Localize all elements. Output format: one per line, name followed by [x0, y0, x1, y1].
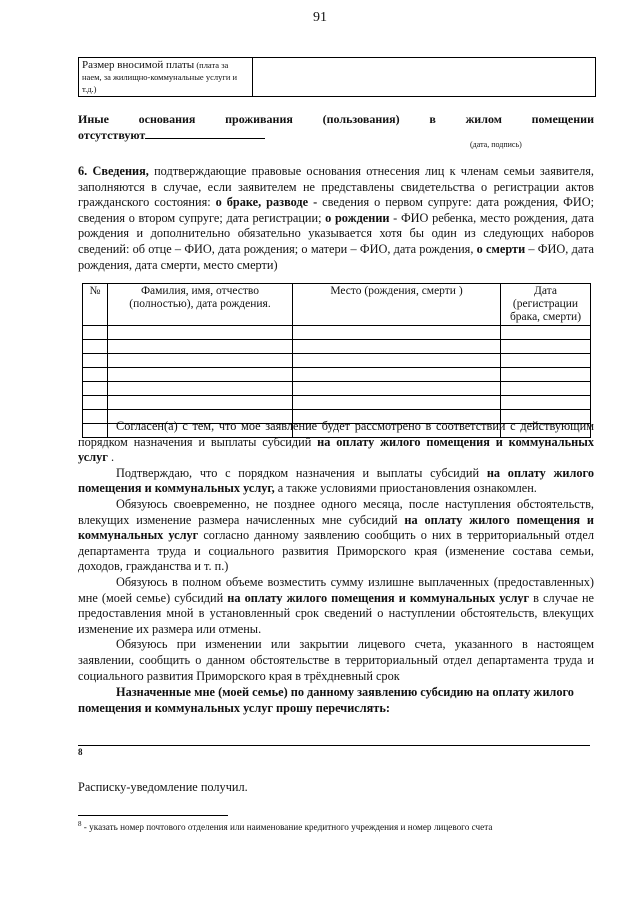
text: Согласен(а) с тем, что мое заявление будет рассмотрено в соответствии с действующим порядком назначения и выплаты субсидий: [78, 419, 594, 449]
text: – ФИО, дата рождения, дата смерти, место смерти): [78, 241, 594, 272]
table-cell[interactable]: [108, 368, 293, 382]
obligation-paragraph: [78, 575, 594, 637]
other-grounds-word: Иные: [78, 112, 109, 126]
payment-details-line[interactable]: [78, 745, 590, 746]
table-cell[interactable]: [293, 368, 501, 382]
fee-box-label-small: (плата за наем, за жилищно-коммунальные услуги и т.д.): [82, 60, 238, 94]
footnote-rule: [78, 815, 228, 816]
other-grounds-line1: [78, 112, 594, 127]
table-cell[interactable]: [293, 382, 501, 396]
table-cell[interactable]: [83, 382, 108, 396]
text: - ФИО ребенка, место рождения, дата рождения и дополнительно обязательно указывается хотя бы один из следующих наборов сведений: об отце – ФИО, дата рождения; о матери – ФИО, дата рождения,: [78, 210, 594, 256]
col-place: Место (рождения, смерти ): [293, 284, 501, 326]
text: Обязуюсь при изменении или закрытии лицевого счета, указанного в настоящем заявлении, сообщить о данном обстоятельстве в территориальный отдел департамента труда и социального развития Приморского края в трёхдневный срок: [78, 637, 594, 683]
text: Подтверждаю, что с порядком назначения и выплаты субсидий: [116, 465, 487, 480]
other-grounds-word: проживания: [225, 112, 293, 126]
table-cell[interactable]: [83, 396, 108, 410]
table-row: [83, 354, 591, 368]
table-cell[interactable]: [293, 396, 501, 410]
text: подтверждающие правовые основания отнесения лиц к членам семьи заявителя, заполняются в случае, если заявителем не представлены свидетельства о регистрации актов гражданского состояния:: [78, 164, 594, 210]
other-grounds-word: в: [429, 112, 436, 126]
text: сведения о первом супруге: дата рождения, ФИО; сведения о втором супруге; дата регистрации;: [78, 195, 594, 225]
bold-text: о смерти: [476, 241, 526, 256]
footnote-text: - указать номер почтового отделения или наименование кредитного учреждения и номер лицевого счета: [81, 822, 493, 833]
fee-box-label-main: Размер вносимой платы: [82, 59, 195, 71]
table-cell[interactable]: [108, 382, 293, 396]
other-grounds: [78, 112, 594, 143]
text: в случае не предоставления мной в установленный срок сведений о наступлении обстоятельств, влекущих изменение их размера или отмены.: [78, 590, 594, 636]
family-table: [82, 283, 591, 438]
table-row: [83, 382, 591, 396]
other-grounds-absent: отсутствуют: [78, 128, 146, 142]
footnote-reference: 8: [78, 747, 83, 757]
obligation-paragraph: [78, 497, 594, 575]
signature-line[interactable]: [145, 128, 265, 139]
text: а также условиями приостановления ознакомлен.: [274, 481, 537, 496]
section-6-text: [78, 164, 594, 273]
table-cell[interactable]: [293, 354, 501, 368]
obligations-text: [78, 419, 594, 684]
footnote-mark: 8: [78, 820, 82, 828]
other-grounds-word: основания: [138, 112, 196, 126]
bold-text: на оплату жилого помещения и коммунальных услуг: [78, 512, 594, 543]
table-cell[interactable]: [293, 326, 501, 340]
table-cell[interactable]: [501, 354, 591, 368]
obligation-paragraph: [78, 637, 594, 684]
text: .: [107, 450, 115, 465]
other-grounds-word: помещении: [531, 112, 594, 126]
table-cell[interactable]: [108, 326, 293, 340]
text: Обязуюсь в полном объеме возместить сумму излишне выплаченных (предоставленных) мне (моей семье) субсидий: [78, 574, 594, 605]
bold-text: о браке, разводе -: [215, 195, 318, 210]
other-grounds-word: жилом: [465, 112, 502, 126]
table-row: [83, 368, 591, 382]
table-cell[interactable]: [83, 340, 108, 354]
footnote: [78, 820, 492, 832]
table-cell[interactable]: [83, 326, 108, 340]
table-row: [83, 340, 591, 354]
table-cell[interactable]: [83, 368, 108, 382]
table-cell[interactable]: [501, 340, 591, 354]
fee-box: [78, 57, 596, 97]
col-number: №: [83, 284, 108, 326]
table-cell[interactable]: [83, 354, 108, 368]
table-cell[interactable]: [108, 354, 293, 368]
table-cell[interactable]: [501, 396, 591, 410]
other-grounds-word: (пользования): [322, 112, 400, 126]
receipt-text: Расписку-уведомление получил.: [78, 780, 248, 794]
bold-text: 6. Сведения,: [78, 164, 149, 178]
bold-text: на оплату жилого помещения и коммунальных услуг: [227, 590, 530, 605]
table-cell[interactable]: [501, 382, 591, 396]
table-cell[interactable]: [108, 396, 293, 410]
fee-box-label: [79, 58, 253, 96]
table-cell[interactable]: [501, 326, 591, 340]
payment-instruction: Назначенные мне (моей семье) по данному заявлению субсидию на оплату жилого помещения и коммунальных услуг прошу перечислять:: [78, 685, 574, 715]
col-date: Дата (регистрации брака, смерти): [501, 284, 591, 326]
bold-text: о рождении: [325, 210, 390, 225]
obligation-paragraph: [78, 419, 594, 466]
table-cell[interactable]: [293, 340, 501, 354]
table-row: [83, 326, 591, 340]
col-name: Фамилия, имя, отчество (полностью), дата рождения.: [108, 284, 293, 326]
page-number: 91: [313, 10, 327, 25]
bold-text: на оплату жилого помещения и коммунальных услуг,: [78, 465, 594, 496]
text: Обязуюсь своевременно, не позднее одного месяца, после наступления обстоятельств, влекущих изменение размера начисленных мне субсидий: [78, 496, 594, 527]
table-row: [83, 396, 591, 410]
table-cell[interactable]: [108, 340, 293, 354]
sign-caption: (дата, подпись): [470, 140, 522, 149]
fee-box-value[interactable]: [253, 58, 595, 96]
text: согласно данному заявлению сообщить о них в территориальный отдел департамента труда и социального развития Приморского края (изменение состава семьи, доходов, гражданства и т. п.): [78, 528, 594, 574]
obligation-paragraph: [78, 466, 594, 497]
table-cell[interactable]: [501, 368, 591, 382]
bold-text: на оплату жилого помещения и коммунальных услуг: [78, 434, 594, 465]
